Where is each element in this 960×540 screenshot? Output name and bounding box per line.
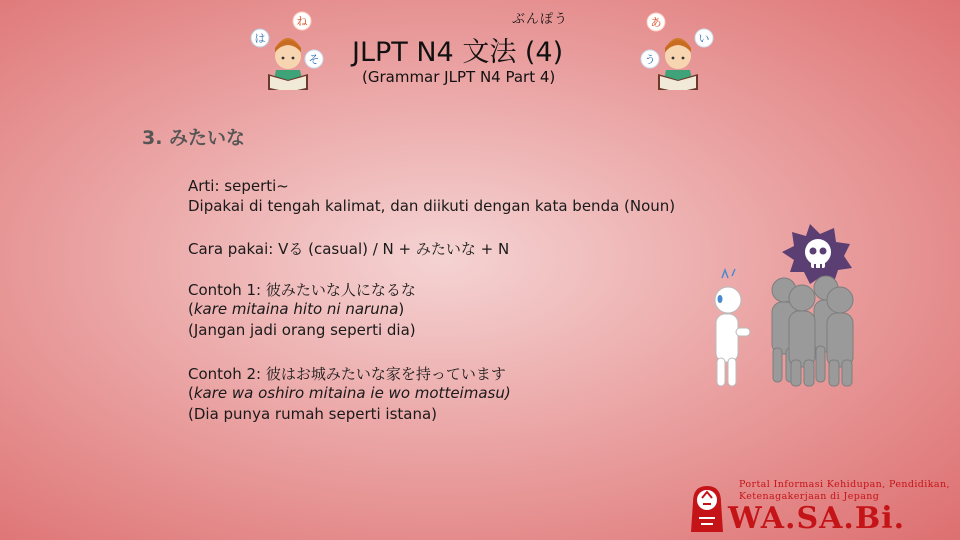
- logo-tagline-line2: Ketenagakerjaan di Jepang: [739, 491, 880, 502]
- reading-boy-illustration-left: [248, 8, 328, 90]
- contoh1-translation: (Jangan jadi orang seperti dia): [188, 321, 416, 339]
- title-furigana: ぶんぽう: [512, 12, 569, 27]
- contoh2-romaji-line: (kare wa oshiro mitaina ie wo motteimasu): [188, 384, 511, 402]
- contoh1-romaji-line: (kare mitaina hito ni naruna): [188, 300, 405, 318]
- svg-text:ね: ね: [296, 15, 308, 28]
- hiragana-bubble-right-2: [695, 29, 713, 47]
- reading-boy-illustration-right: [638, 8, 718, 90]
- svg-text:そ: そ: [308, 53, 320, 66]
- svg-text:う: う: [644, 53, 656, 66]
- contoh2-japanese: Contoh 2: 彼はお城みたいな家を持っています: [188, 365, 506, 383]
- contoh2-translation: (Dia punya rumah seperti istana): [188, 405, 438, 423]
- svg-text:は: は: [254, 32, 266, 45]
- page-subtitle: (Grammar JLPT N4 Part 4): [362, 68, 556, 86]
- hiragana-bubble-left-1: [251, 29, 269, 47]
- hiragana-bubble-right-3: [641, 50, 659, 68]
- gossip-crowd-illustration: [700, 220, 870, 395]
- worried-white-person: [715, 269, 750, 386]
- contoh1-romaji: kare mitaina hito ni naruna: [193, 300, 399, 318]
- page-title: JLPT N4 文法 (4): [352, 37, 564, 68]
- gray-crowd: [772, 276, 853, 386]
- hiragana-bubble-right-1: [647, 13, 665, 31]
- wasabi-mascot-icon: [685, 478, 729, 534]
- skull-thought-icon: [782, 224, 852, 284]
- cara-pakai-line: Cara pakai: Vる (casual) / N + みたいな + N: [188, 240, 510, 258]
- arti-label: Arti: seperti~: [188, 177, 289, 195]
- hiragana-bubble-left-2: [293, 12, 311, 30]
- arti-description: Dipakai di tengah kalimat, dan diikuti dengan kata benda (Noun): [188, 197, 676, 215]
- logo-wordmark: WA.SA.Bi.: [728, 501, 906, 536]
- svg-text:あ: あ: [650, 16, 662, 29]
- hiragana-bubble-left-3: [305, 50, 323, 68]
- contoh1-japanese: Contoh 1: 彼みたいな人になるな: [188, 281, 416, 299]
- section-heading: 3. みたいな: [142, 127, 246, 149]
- contoh2-romaji: kare wa oshiro mitaina ie wo motteimasu): [193, 384, 511, 402]
- svg-text:い: い: [698, 32, 710, 45]
- logo-tagline-line1: Portal Informasi Kehidupan, Pendidikan,: [739, 479, 950, 490]
